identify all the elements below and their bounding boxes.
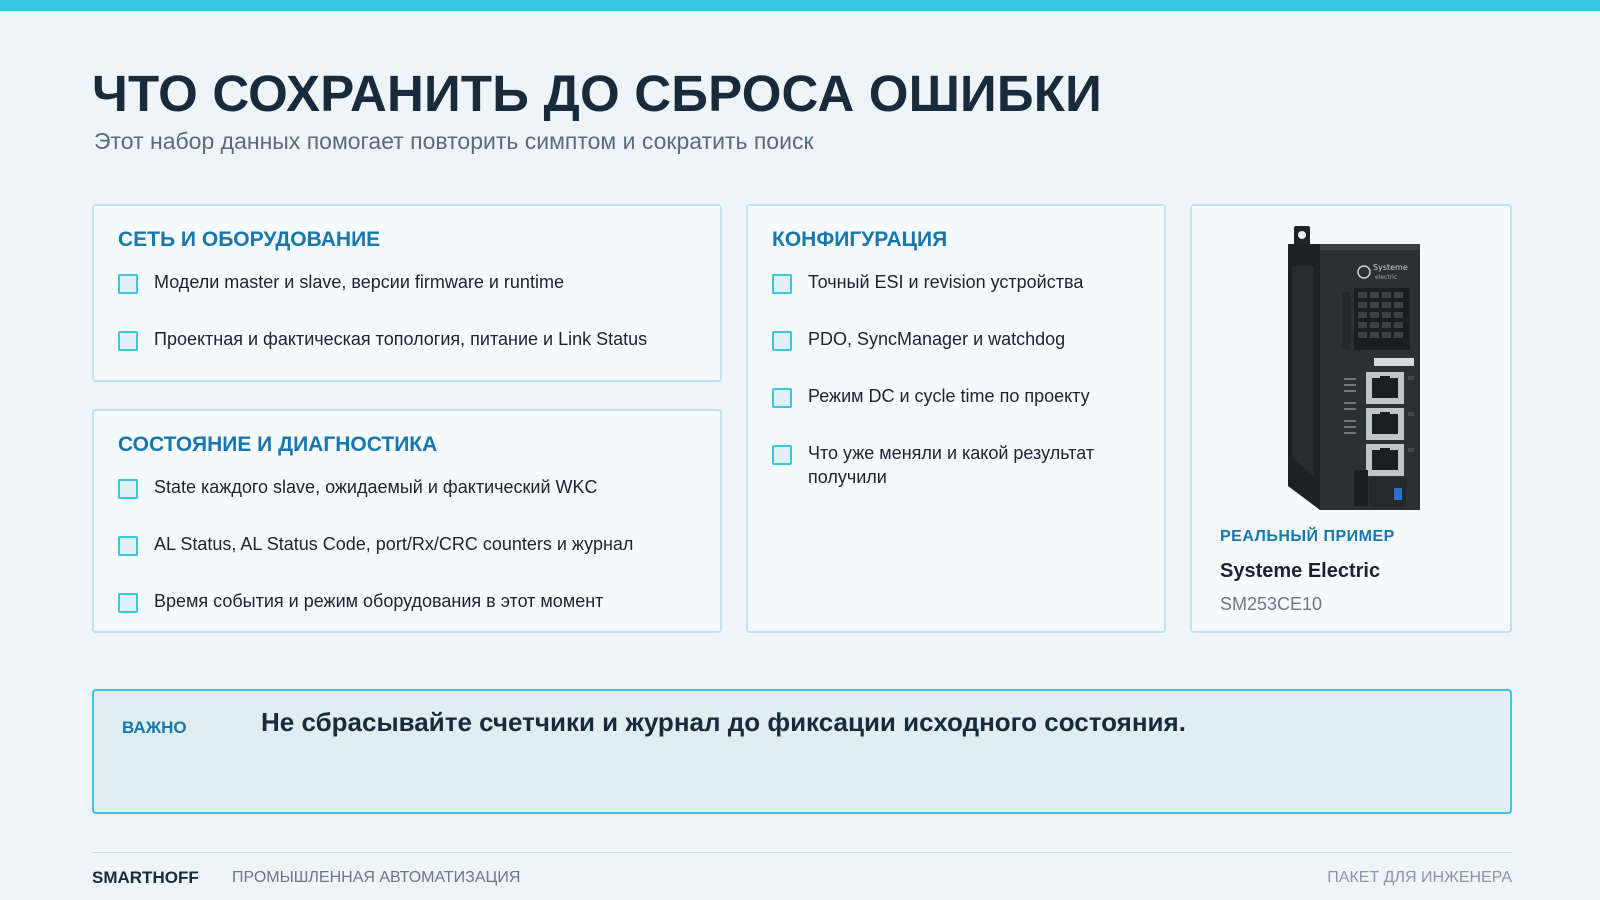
card-title: СОСТОЯНИЕ И ДИАГНОСТИКА [118, 433, 438, 456]
checklist-item-label: Проектная и фактическая топология, питание и Link Status [154, 329, 648, 349]
device-logo-text: Systeme [1373, 263, 1408, 272]
page-title: ЧТО СОХРАНИТЬ ДО СБРОСА ОШИБКИ [92, 65, 1102, 122]
plc-device-image [1284, 226, 1424, 512]
footer-divider [92, 852, 1512, 853]
example-label: РЕАЛЬНЫЙ ПРИМЕР [1220, 528, 1395, 545]
important-text: Не сбрасывайте счетчики и журнал до фиксации исходного состояния. [261, 707, 1186, 737]
checklist-item-label: PDO, SyncManager и watchdog [808, 329, 1066, 349]
checklist-item-label: AL Status, AL Status Code, port/Rx/CRC counters и журнал [154, 534, 634, 554]
checklist-item-label: Модели master и slave, версии firmware и runtime [154, 272, 564, 292]
important-notice [92, 689, 1512, 814]
footer-tagline: ПРОМЫШЛЕННАЯ АВТОМАТИЗАЦИЯ [232, 869, 521, 886]
page-subtitle: Этот набор данных помогает повторить симптом и сократить поиск [94, 128, 814, 154]
card-configuration [746, 204, 1166, 633]
card-state-diagnostics [92, 409, 722, 633]
checkbox[interactable] [772, 388, 792, 408]
card-title: СЕТЬ И ОБОРУДОВАНИЕ [118, 228, 381, 251]
checkbox[interactable] [118, 331, 138, 351]
card-real-example [1190, 204, 1512, 633]
checkbox[interactable] [772, 445, 792, 465]
checkbox[interactable] [118, 536, 138, 556]
checklist-item-label: Время события и режим оборудования в этот момент [154, 591, 604, 611]
example-brand: Systeme Electric [1220, 560, 1381, 582]
checklist-item-label: State каждого slave, ожидаемый и фактический WKC [154, 477, 598, 497]
card-title: КОНФИГУРАЦИЯ [772, 228, 948, 251]
footer-package-label: ПАКЕТ ДЛЯ ИНЖЕНЕРА [1327, 869, 1512, 886]
card-network-hardware [92, 204, 722, 382]
checkbox[interactable] [772, 331, 792, 351]
footer-brand: SMARTHOFF [92, 868, 199, 887]
svg-text:electric: electric [1375, 274, 1398, 281]
example-model: SM253CE10 [1220, 594, 1323, 614]
checkbox[interactable] [118, 593, 138, 613]
important-label: ВАЖНО [122, 718, 187, 737]
checkbox[interactable] [772, 274, 792, 294]
checklist-item-label: Что уже меняли и какой результат получили [808, 443, 1095, 487]
checklist-item-label: Режим DC и cycle time по проекту [808, 386, 1090, 406]
checklist-item-label: Точный ESI и revision устройства [808, 272, 1084, 292]
checkbox[interactable] [118, 274, 138, 294]
checkbox[interactable] [118, 479, 138, 499]
top-accent-bar [0, 0, 1600, 11]
